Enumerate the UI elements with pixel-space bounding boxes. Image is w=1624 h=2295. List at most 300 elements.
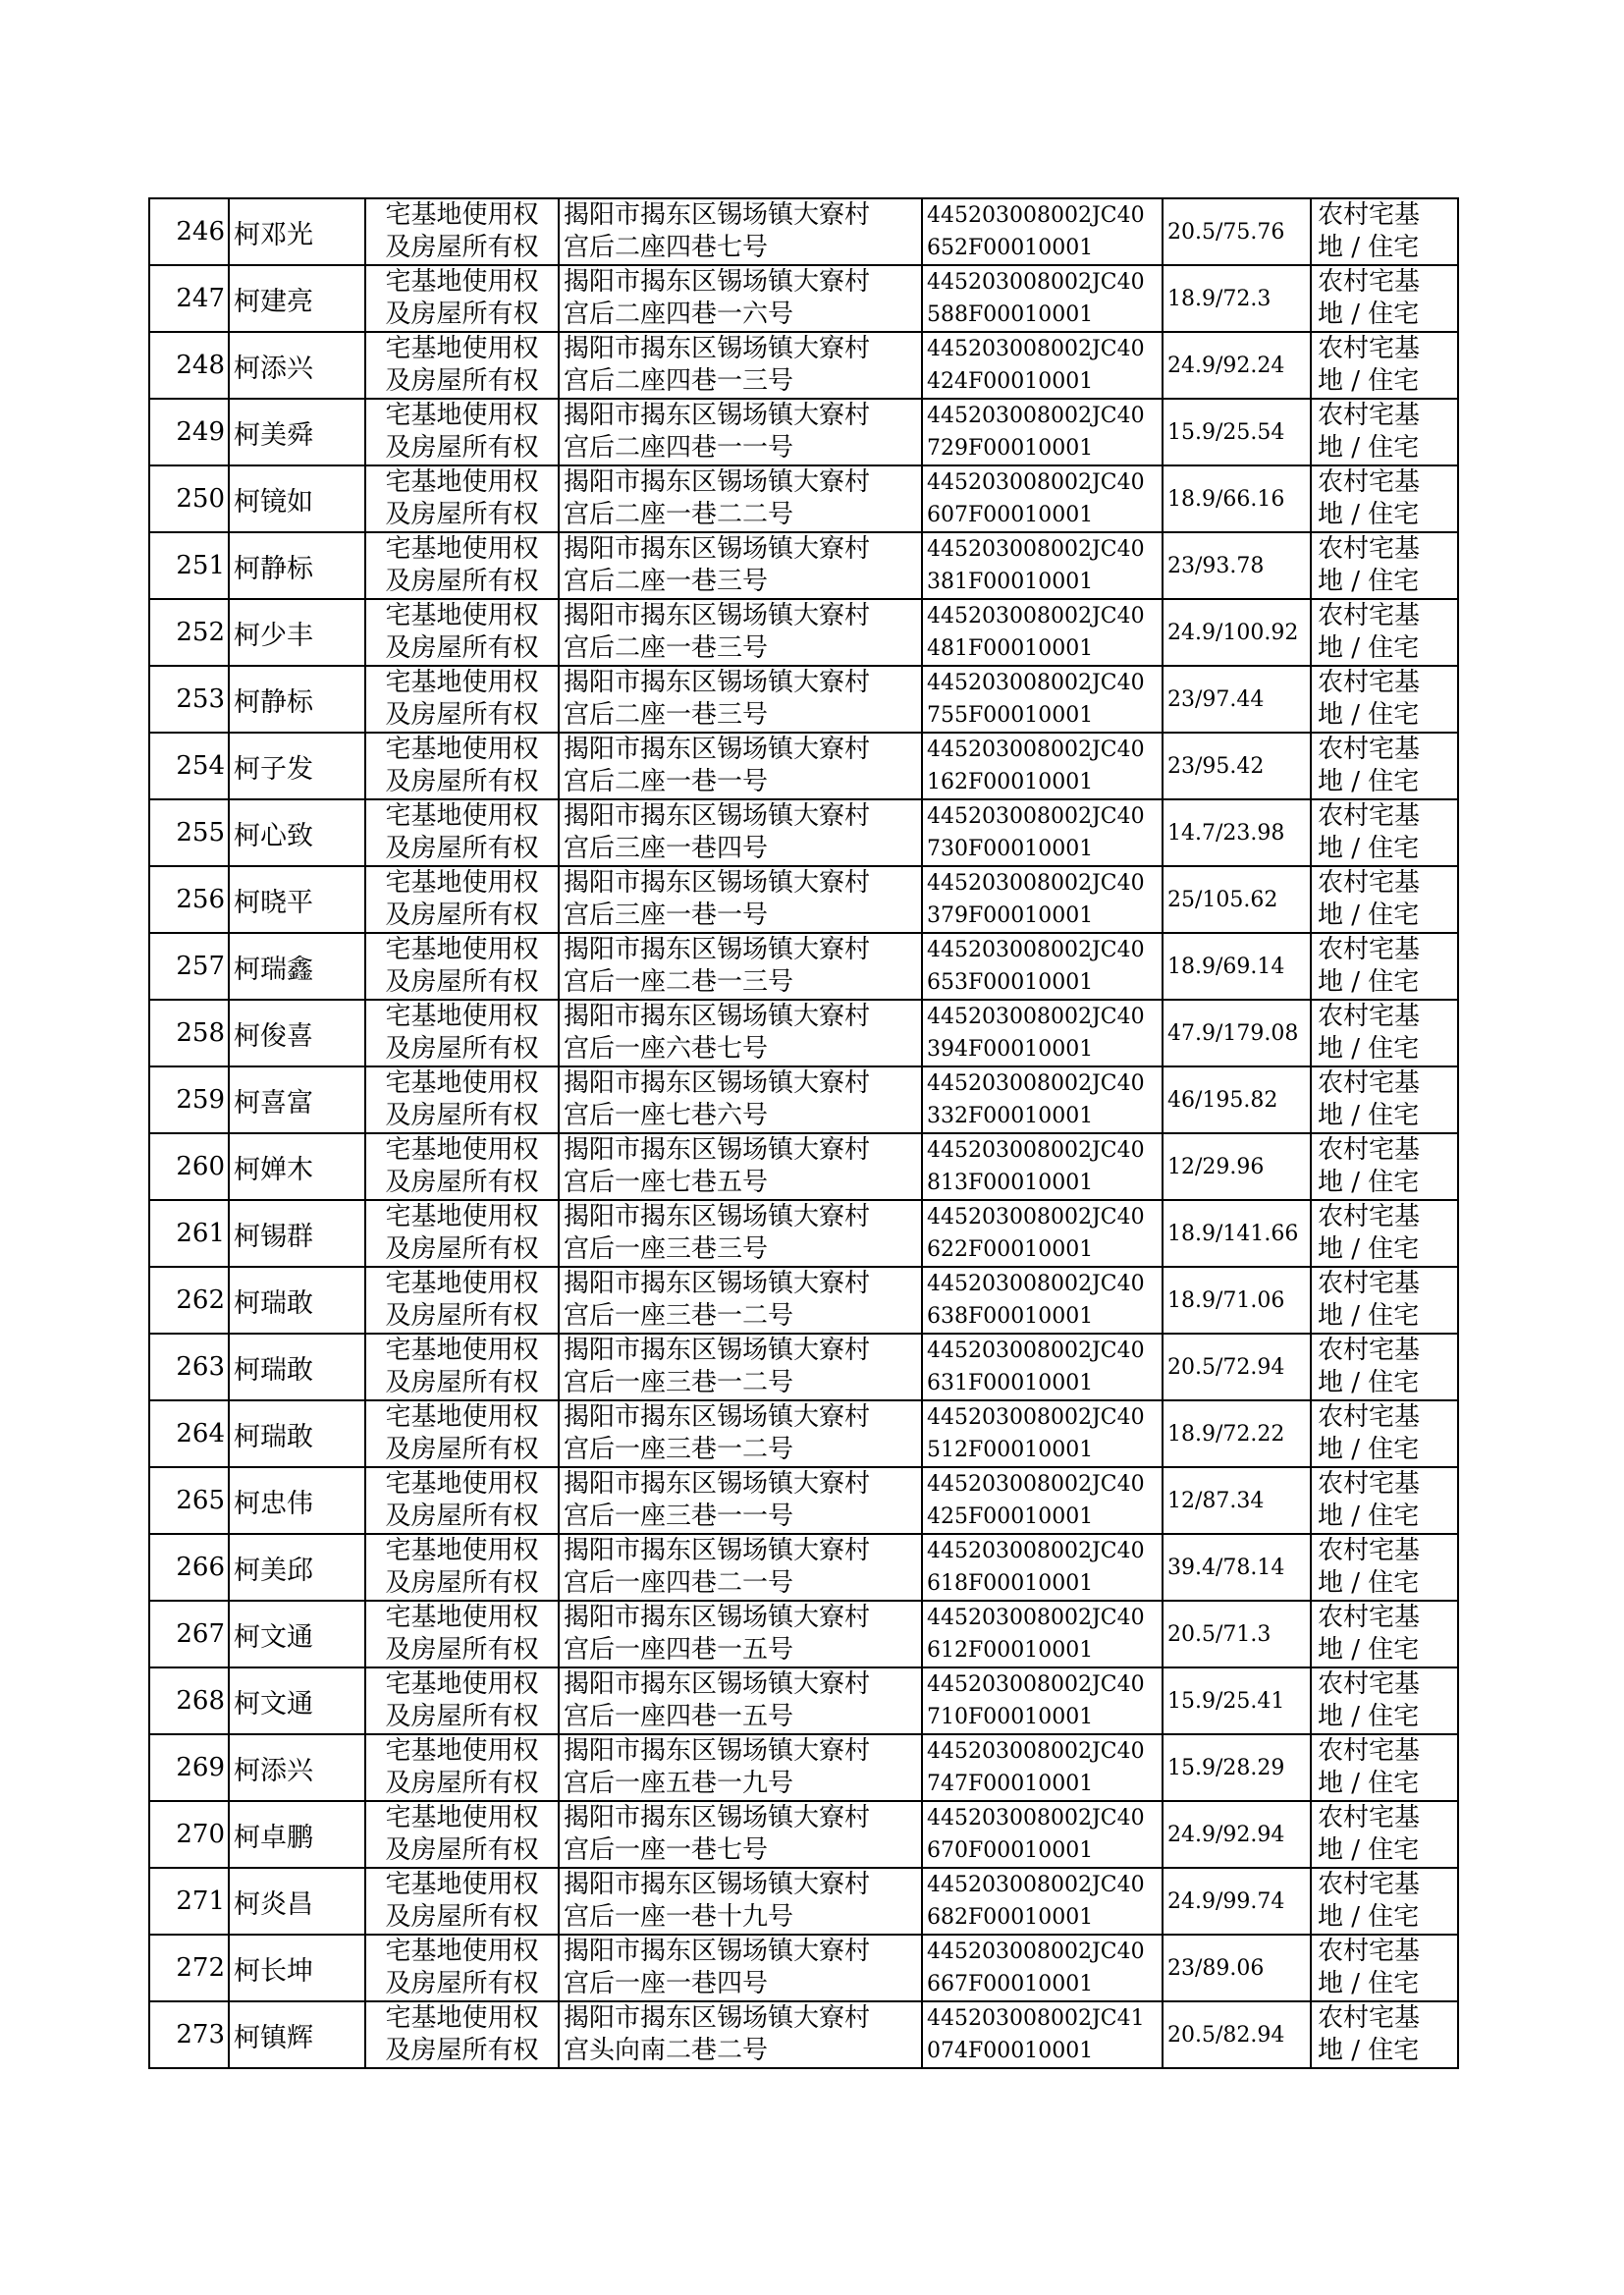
rights-type-line: 及房屋所有权: [385, 901, 539, 930]
rights-type: [365, 1734, 559, 1801]
rights-type: [365, 1601, 559, 1667]
land-use-line: 地 / 住宅: [1318, 2036, 1420, 2065]
unit-code-line: 755F00010001: [927, 703, 1094, 728]
land-use-line: 地 / 住宅: [1318, 967, 1420, 997]
row-number: 268: [149, 1667, 229, 1734]
address-line: 揭阳市揭东区锡场镇大寮村: [564, 2003, 871, 2033]
rights-type-line: 及房屋所有权: [385, 1568, 539, 1598]
unit-code-line: 445203008002JC40: [927, 1339, 1145, 1363]
location-address: [559, 1667, 922, 1734]
unit-code: [922, 399, 1163, 465]
land-use: [1311, 465, 1458, 532]
unit-code: [922, 1601, 1163, 1667]
table-row: [149, 198, 1458, 265]
land-use: [1311, 1935, 1458, 2001]
rights-type-line: 及房屋所有权: [385, 834, 539, 863]
table-row: [149, 866, 1458, 933]
table-row: [149, 1133, 1458, 1200]
land-use-line: 地 / 住宅: [1318, 767, 1420, 796]
unit-code: [922, 1868, 1163, 1935]
location-address: [559, 2001, 922, 2068]
row-number: 246: [149, 198, 229, 265]
address-line: 揭阳市揭东区锡场镇大寮村: [564, 1736, 871, 1766]
rights-type: [365, 1667, 559, 1734]
row-number: 261: [149, 1200, 229, 1267]
unit-code: [922, 733, 1163, 799]
unit-code-line: 588F00010001: [927, 302, 1094, 327]
address-line: 揭阳市揭东区锡场镇大寮村: [564, 1402, 871, 1432]
location-address: [559, 1601, 922, 1667]
address-line: 揭阳市揭东区锡场镇大寮村: [564, 868, 871, 898]
unit-code-line: 682F00010001: [927, 1905, 1094, 1930]
address-line: 宫后一座三巷一一号: [564, 1502, 794, 1531]
row-number: 263: [149, 1334, 229, 1400]
table-row: [149, 1267, 1458, 1334]
land-use-line: 农村宅基: [1318, 935, 1421, 964]
table-row: [149, 465, 1458, 532]
unit-code-line: 445203008002JC40: [927, 938, 1145, 962]
location-address: [559, 1868, 922, 1935]
rights-type-line: 宅基地使用权: [385, 1068, 539, 1098]
unit-code: [922, 1200, 1163, 1267]
owner-name: 柯瑞敢: [229, 1334, 365, 1400]
rights-type-line: 及房屋所有权: [385, 1168, 539, 1197]
land-use-line: 地 / 住宅: [1318, 433, 1420, 463]
unit-code: [922, 1667, 1163, 1734]
owner-name: 柯婵木: [229, 1133, 365, 1200]
land-use-line: 农村宅基: [1318, 801, 1421, 831]
rights-type-line: 宅基地使用权: [385, 467, 539, 497]
land-use: [1311, 1334, 1458, 1400]
rights-type: [365, 1868, 559, 1935]
unit-code: [922, 1267, 1163, 1334]
address-line: 宫后一座三巷一二号: [564, 1368, 794, 1397]
address-line: 宫后一座三巷一二号: [564, 1435, 794, 1464]
land-use-line: 农村宅基: [1318, 1002, 1421, 1031]
land-use-line: 农村宅基: [1318, 2003, 1421, 2033]
owner-name: 柯美邱: [229, 1534, 365, 1601]
rights-type-line: 及房屋所有权: [385, 700, 539, 730]
area-value: 47.9/179.08: [1163, 1000, 1311, 1066]
land-use: [1311, 1534, 1458, 1601]
address-line: 宫后二座一巷三号: [564, 700, 769, 730]
unit-code-line: 638F00010001: [927, 1304, 1094, 1329]
owner-name: 柯邓光: [229, 198, 365, 265]
rights-type-line: 宅基地使用权: [385, 534, 539, 564]
rights-type-line: 及房屋所有权: [385, 233, 539, 262]
row-number: 270: [149, 1801, 229, 1868]
land-use: [1311, 666, 1458, 733]
area-value: 14.7/23.98: [1163, 799, 1311, 866]
land-use-line: 地 / 住宅: [1318, 1435, 1420, 1464]
location-address: [559, 1400, 922, 1467]
location-address: [559, 599, 922, 666]
land-use: [1311, 1801, 1458, 1868]
location-address: [559, 1267, 922, 1334]
area-value: 18.9/141.66: [1163, 1200, 1311, 1267]
address-line: 宫后一座四巷一五号: [564, 1635, 794, 1665]
location-address: [559, 332, 922, 399]
rights-type-line: 及房屋所有权: [385, 1101, 539, 1130]
area-value: 23/89.06: [1163, 1935, 1311, 2001]
unit-code-line: 612F00010001: [927, 1638, 1094, 1663]
table-row: [149, 332, 1458, 399]
unit-code: [922, 599, 1163, 666]
location-address: [559, 666, 922, 733]
address-line: 揭阳市揭东区锡场镇大寮村: [564, 1603, 871, 1632]
location-address: [559, 265, 922, 332]
rights-type-line: 宅基地使用权: [385, 1202, 539, 1231]
location-address: [559, 399, 922, 465]
unit-code: [922, 1935, 1163, 2001]
unit-code-line: 445203008002JC40: [927, 604, 1145, 628]
area-value: 18.9/72.22: [1163, 1400, 1311, 1467]
unit-code-line: 162F00010001: [927, 770, 1094, 794]
area-value: 23/97.44: [1163, 666, 1311, 733]
unit-code-line: 618F00010001: [927, 1571, 1094, 1596]
row-number: 269: [149, 1734, 229, 1801]
owner-name: 柯瑞敢: [229, 1400, 365, 1467]
land-use: [1311, 866, 1458, 933]
address-line: 揭阳市揭东区锡场镇大寮村: [564, 1135, 871, 1165]
address-line: 揭阳市揭东区锡场镇大寮村: [564, 1469, 871, 1499]
rights-type: [365, 799, 559, 866]
land-use-line: 农村宅基: [1318, 1669, 1421, 1699]
rights-type: [365, 265, 559, 332]
table-row: [149, 1400, 1458, 1467]
owner-name: 柯建亮: [229, 265, 365, 332]
area-value: 18.9/66.16: [1163, 465, 1311, 532]
location-address: [559, 1066, 922, 1133]
location-address: [559, 1000, 922, 1066]
address-line: 揭阳市揭东区锡场镇大寮村: [564, 601, 871, 630]
land-use-line: 地 / 住宅: [1318, 500, 1420, 529]
address-line: 揭阳市揭东区锡场镇大寮村: [564, 1269, 871, 1298]
rights-type-line: 及房屋所有权: [385, 767, 539, 796]
land-use-line: 农村宅基: [1318, 1402, 1421, 1432]
row-number: 256: [149, 866, 229, 933]
property-rights-table: [148, 197, 1459, 2069]
unit-code: [922, 1133, 1163, 1200]
unit-code-line: 445203008002JC40: [927, 804, 1145, 829]
land-use-line: 农村宅基: [1318, 1469, 1421, 1499]
land-use: [1311, 399, 1458, 465]
unit-code: [922, 666, 1163, 733]
unit-code-line: 729F00010001: [927, 436, 1094, 461]
land-use: [1311, 799, 1458, 866]
land-use: [1311, 1601, 1458, 1667]
unit-code-line: 445203008002JC40: [927, 470, 1145, 495]
land-use: [1311, 933, 1458, 1000]
area-value: 18.9/69.14: [1163, 933, 1311, 1000]
table-row: [149, 1334, 1458, 1400]
land-use-line: 地 / 住宅: [1318, 1101, 1420, 1130]
rights-type-line: 及房屋所有权: [385, 1835, 539, 1865]
row-number: 265: [149, 1467, 229, 1534]
row-number: 264: [149, 1400, 229, 1467]
unit-code-line: 481F00010001: [927, 636, 1094, 661]
unit-code: [922, 1801, 1163, 1868]
unit-code-line: 074F00010001: [927, 2039, 1094, 2063]
rights-type: [365, 1267, 559, 1334]
table-row: [149, 399, 1458, 465]
rights-type: [365, 399, 559, 465]
unit-code-line: 730F00010001: [927, 837, 1094, 861]
unit-code-line: 445203008002JC40: [927, 1405, 1145, 1430]
address-line: 宫后一座六巷七号: [564, 1034, 769, 1064]
address-line: 宫头向南二巷二号: [564, 2036, 769, 2065]
land-use: [1311, 265, 1458, 332]
area-value: 20.5/72.94: [1163, 1334, 1311, 1400]
row-number: 255: [149, 799, 229, 866]
table-row: [149, 1868, 1458, 1935]
unit-code-line: 445203008002JC40: [927, 1940, 1145, 1964]
location-address: [559, 198, 922, 265]
unit-code-line: 622F00010001: [927, 1237, 1094, 1262]
table-row: [149, 1000, 1458, 1066]
rights-type-line: 宅基地使用权: [385, 668, 539, 697]
land-use: [1311, 1667, 1458, 1734]
land-use-line: 地 / 住宅: [1318, 901, 1420, 930]
rights-type-line: 及房屋所有权: [385, 2036, 539, 2065]
row-number: 260: [149, 1133, 229, 1200]
address-line: 揭阳市揭东区锡场镇大寮村: [564, 668, 871, 697]
land-use: [1311, 1000, 1458, 1066]
rights-type-line: 及房屋所有权: [385, 1502, 539, 1531]
location-address: [559, 1133, 922, 1200]
land-use-line: 地 / 住宅: [1318, 1702, 1420, 1731]
rights-type-line: 及房屋所有权: [385, 1902, 539, 1932]
area-value: 15.9/25.41: [1163, 1667, 1311, 1734]
unit-code-line: 747F00010001: [927, 1772, 1094, 1796]
area-value: 23/95.42: [1163, 733, 1311, 799]
unit-code: [922, 1334, 1163, 1400]
area-value: 15.9/25.54: [1163, 399, 1311, 465]
land-use: [1311, 1133, 1458, 1200]
owner-name: 柯子发: [229, 733, 365, 799]
land-use-line: 农村宅基: [1318, 1803, 1421, 1832]
owner-name: 柯文通: [229, 1601, 365, 1667]
location-address: [559, 532, 922, 599]
owner-name: 柯静标: [229, 666, 365, 733]
land-use: [1311, 1267, 1458, 1334]
owner-name: 柯静标: [229, 532, 365, 599]
address-line: 宫后二座一巷三号: [564, 567, 769, 596]
row-number: 248: [149, 332, 229, 399]
area-value: 20.5/71.3: [1163, 1601, 1311, 1667]
unit-code-line: 445203008002JC40: [927, 1005, 1145, 1029]
address-line: 宫后一座一巷七号: [564, 1835, 769, 1865]
location-address: [559, 866, 922, 933]
rights-type-line: 宅基地使用权: [385, 401, 539, 430]
table-row: [149, 933, 1458, 1000]
row-number: 254: [149, 733, 229, 799]
land-use-line: 农村宅基: [1318, 1068, 1421, 1098]
row-number: 267: [149, 1601, 229, 1667]
land-use-line: 地 / 住宅: [1318, 233, 1420, 262]
unit-code-line: 445203008002JC40: [927, 1272, 1145, 1296]
row-number: 252: [149, 599, 229, 666]
location-address: [559, 1334, 922, 1400]
rights-type-line: 宅基地使用权: [385, 1803, 539, 1832]
rights-type-line: 及房屋所有权: [385, 300, 539, 329]
land-use-line: 农村宅基: [1318, 534, 1421, 564]
land-use-line: 农村宅基: [1318, 1603, 1421, 1632]
unit-code-line: 445203008002JC40: [927, 404, 1145, 428]
address-line: 宫后二座四巷一三号: [564, 366, 794, 396]
land-use-line: 农村宅基: [1318, 267, 1421, 297]
unit-code: [922, 1467, 1163, 1534]
rights-type-line: 宅基地使用权: [385, 1336, 539, 1365]
unit-code-line: 813F00010001: [927, 1171, 1094, 1195]
owner-name: 柯镜如: [229, 465, 365, 532]
rights-type-line: 宅基地使用权: [385, 200, 539, 230]
address-line: 揭阳市揭东区锡场镇大寮村: [564, 801, 871, 831]
table-row: [149, 733, 1458, 799]
area-value: 46/195.82: [1163, 1066, 1311, 1133]
land-use-line: 地 / 住宅: [1318, 1368, 1420, 1397]
area-value: 12/29.96: [1163, 1133, 1311, 1200]
address-line: 揭阳市揭东区锡场镇大寮村: [564, 334, 871, 363]
unit-code-line: 653F00010001: [927, 970, 1094, 995]
area-value: 12/87.34: [1163, 1467, 1311, 1534]
rights-type: [365, 2001, 559, 2068]
address-line: 宫后二座一巷一号: [564, 767, 769, 796]
area-value: 24.9/92.94: [1163, 1801, 1311, 1868]
table-row: [149, 532, 1458, 599]
unit-code: [922, 933, 1163, 1000]
area-value: 24.9/92.24: [1163, 332, 1311, 399]
owner-name: 柯锡群: [229, 1200, 365, 1267]
address-line: 揭阳市揭东区锡场镇大寮村: [564, 735, 871, 764]
land-use-line: 农村宅基: [1318, 1135, 1421, 1165]
unit-code-line: 425F00010001: [927, 1504, 1094, 1529]
address-line: 揭阳市揭东区锡场镇大寮村: [564, 1202, 871, 1231]
row-number: 257: [149, 933, 229, 1000]
location-address: [559, 1935, 922, 2001]
rights-type-line: 及房屋所有权: [385, 366, 539, 396]
unit-code-line: 445203008002JC40: [927, 1672, 1145, 1697]
rights-type: [365, 198, 559, 265]
land-use-line: 农村宅基: [1318, 1536, 1421, 1565]
row-number: 247: [149, 265, 229, 332]
table-row: [149, 1601, 1458, 1667]
land-use: [1311, 2001, 1458, 2068]
area-value: 20.5/82.94: [1163, 2001, 1311, 2068]
table-row: [149, 666, 1458, 733]
land-use-line: 地 / 住宅: [1318, 1034, 1420, 1064]
address-line: 宫后二座一巷二二号: [564, 500, 794, 529]
unit-code-line: 445203008002JC40: [927, 1806, 1145, 1831]
unit-code-line: 445203008002JC40: [927, 270, 1145, 295]
rights-type-line: 及房屋所有权: [385, 567, 539, 596]
rights-type-line: 及房屋所有权: [385, 633, 539, 663]
owner-name: 柯长坤: [229, 1935, 365, 2001]
address-line: 揭阳市揭东区锡场镇大寮村: [564, 1002, 871, 1031]
rights-type-line: 宅基地使用权: [385, 267, 539, 297]
rights-type: [365, 1801, 559, 1868]
rights-type-line: 宅基地使用权: [385, 1603, 539, 1632]
unit-code: [922, 465, 1163, 532]
area-value: 15.9/28.29: [1163, 1734, 1311, 1801]
address-line: 宫后一座五巷一九号: [564, 1769, 794, 1798]
location-address: [559, 799, 922, 866]
unit-code-line: 445203008002JC40: [927, 1472, 1145, 1497]
unit-code: [922, 2001, 1163, 2068]
address-line: 揭阳市揭东区锡场镇大寮村: [564, 1336, 871, 1365]
table-row: [149, 265, 1458, 332]
rights-type-line: 宅基地使用权: [385, 1269, 539, 1298]
address-line: 宫后二座四巷一一号: [564, 433, 794, 463]
rights-type-line: 及房屋所有权: [385, 1969, 539, 1998]
unit-code-line: 394F00010001: [927, 1037, 1094, 1062]
unit-code-line: 445203008002JC40: [927, 1873, 1145, 1897]
address-line: 揭阳市揭东区锡场镇大寮村: [564, 1068, 871, 1098]
address-line: 宫后一座三巷一二号: [564, 1301, 794, 1331]
owner-name: 柯瑞敢: [229, 1267, 365, 1334]
address-line: 宫后二座四巷一六号: [564, 300, 794, 329]
unit-code: [922, 332, 1163, 399]
table-row: [149, 1467, 1458, 1534]
owner-name: 柯心致: [229, 799, 365, 866]
owner-name: 柯少丰: [229, 599, 365, 666]
land-use-line: 地 / 住宅: [1318, 1969, 1420, 1998]
land-use-line: 地 / 住宅: [1318, 1635, 1420, 1665]
land-use-line: 农村宅基: [1318, 401, 1421, 430]
row-number: 253: [149, 666, 229, 733]
unit-code: [922, 532, 1163, 599]
rights-type: [365, 532, 559, 599]
area-value: 25/105.62: [1163, 866, 1311, 933]
land-use-line: 地 / 住宅: [1318, 300, 1420, 329]
address-line: 揭阳市揭东区锡场镇大寮村: [564, 401, 871, 430]
address-line: 宫后一座七巷六号: [564, 1101, 769, 1130]
unit-code-line: 445203008002JC40: [927, 871, 1145, 896]
location-address: [559, 1467, 922, 1534]
rights-type-line: 宅基地使用权: [385, 334, 539, 363]
land-use-line: 地 / 住宅: [1318, 366, 1420, 396]
unit-code: [922, 1734, 1163, 1801]
address-line: 宫后一座一巷十九号: [564, 1902, 794, 1932]
address-line: 宫后三座一巷四号: [564, 834, 769, 863]
rights-type-line: 宅基地使用权: [385, 1002, 539, 1031]
unit-code-line: 512F00010001: [927, 1438, 1094, 1462]
table-row: [149, 1066, 1458, 1133]
address-line: 揭阳市揭东区锡场镇大寮村: [564, 1870, 871, 1899]
unit-code-line: 445203008002JC40: [927, 738, 1145, 762]
unit-code: [922, 198, 1163, 265]
land-use-line: 农村宅基: [1318, 334, 1421, 363]
row-number: 262: [149, 1267, 229, 1334]
address-line: 揭阳市揭东区锡场镇大寮村: [564, 267, 871, 297]
unit-code-line: 381F00010001: [927, 570, 1094, 594]
rights-type: [365, 1534, 559, 1601]
address-line: 宫后一座三巷三号: [564, 1234, 769, 1264]
land-use-line: 地 / 住宅: [1318, 1568, 1420, 1598]
owner-name: 柯添兴: [229, 1734, 365, 1801]
address-line: 宫后二座一巷三号: [564, 633, 769, 663]
land-use: [1311, 1734, 1458, 1801]
land-use-line: 地 / 住宅: [1318, 1301, 1420, 1331]
table-row: [149, 1534, 1458, 1601]
land-use: [1311, 198, 1458, 265]
owner-name: 柯晓平: [229, 866, 365, 933]
rights-type: [365, 1133, 559, 1200]
land-use-line: 农村宅基: [1318, 1269, 1421, 1298]
rights-type-line: 及房屋所有权: [385, 500, 539, 529]
unit-code-line: 445203008002JC40: [927, 1138, 1145, 1163]
land-use: [1311, 532, 1458, 599]
